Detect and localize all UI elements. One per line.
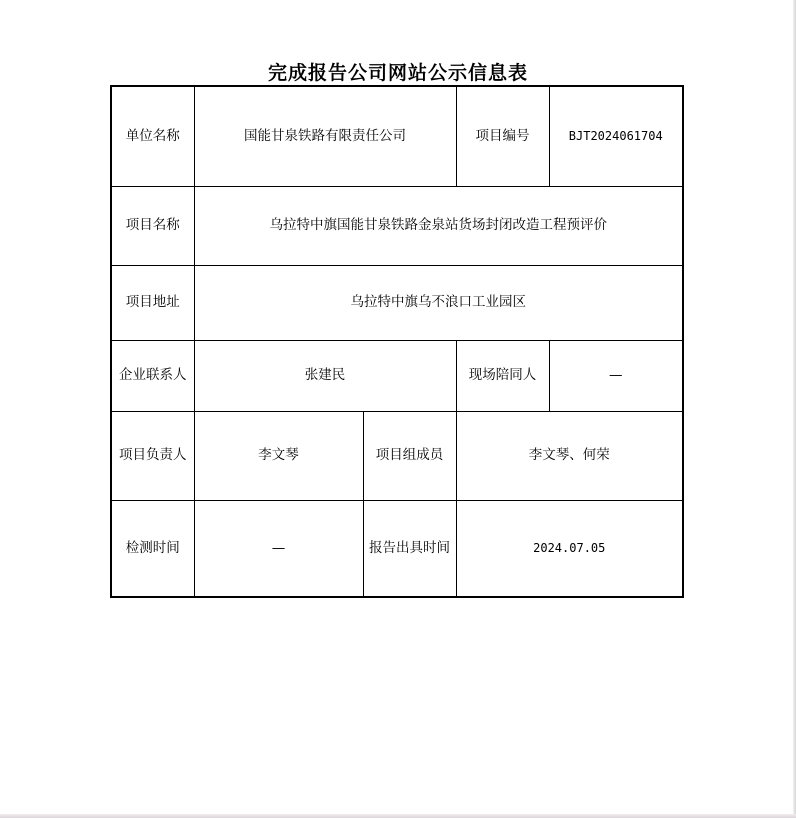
leader-value: 李文琴 [194,411,363,500]
address-value: 乌拉特中旗乌不浪口工业园区 [194,265,683,340]
members-label: 项目组成员 [363,411,456,500]
table-row [111,265,683,340]
page-bottom-edge [0,814,796,818]
contact-label: 企业联系人 [111,340,194,411]
escort-label: 现场陪同人 [456,340,549,411]
project-no-label: 项目编号 [456,86,549,186]
project-name-label: 项目名称 [111,186,194,265]
table-row [111,500,683,597]
table-row [111,186,683,265]
company-value: 国能甘泉铁路有限责任公司 [194,86,456,186]
table-row [111,411,683,500]
test-time-label: 检测时间 [111,500,194,597]
project-no-value: BJT2024061704 [549,86,683,186]
document-title: 完成报告公司网站公示信息表 [267,62,528,84]
report-time-value: 2024.07.05 [456,500,683,597]
table-row [111,340,683,411]
project-name-value: 乌拉特中旗国能甘泉铁路金泉站货场封闭改造工程预评价 [194,186,683,265]
address-label: 项目地址 [111,265,194,340]
test-time-value: — [194,500,363,597]
table-row [111,86,683,186]
company-label: 单位名称 [111,86,194,186]
leader-label: 项目负责人 [111,411,194,500]
escort-value: — [549,340,683,411]
contact-value: 张建民 [194,340,456,411]
report-time-label: 报告出具时间 [363,500,456,597]
members-value: 李文琴、何荣 [456,411,683,500]
info-table [110,85,684,598]
